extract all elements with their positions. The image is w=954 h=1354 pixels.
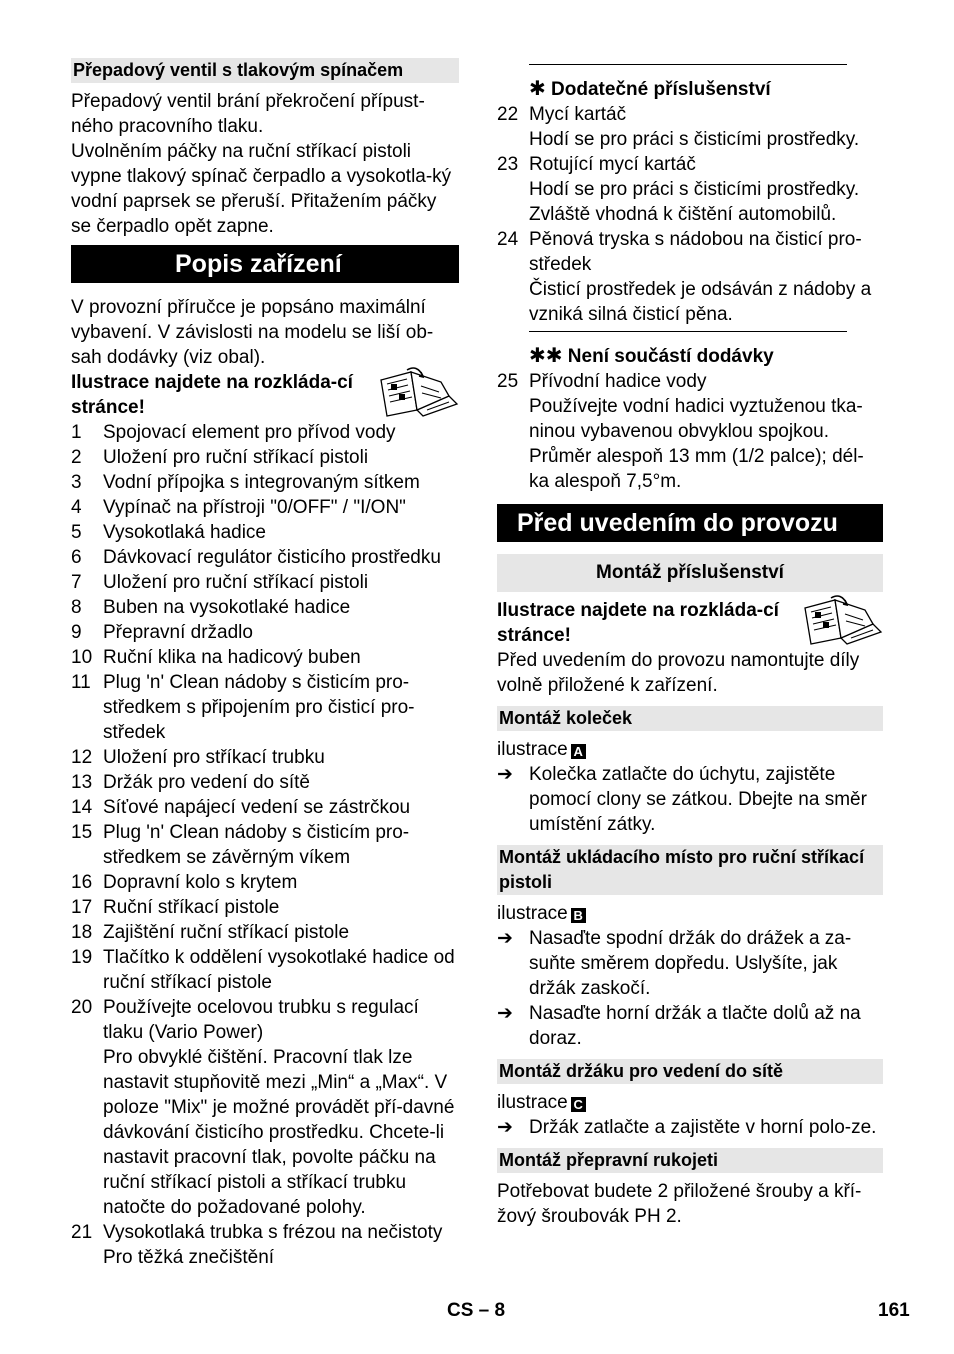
- figure-label-icon: A: [571, 744, 586, 759]
- list-item-detail: Pro obvyklé čištění. Pracovní tlak lze nastavit stupňovitě mezi „Min“ a „Max“. V poloze "Mix" je možné provádět pří-davné dávkování čisticího prostředku. Chcete-li nastavit pracovní tlak, povolte páčku na ruční stříkací pistoli a stříkací trubku natočte do požadované polohy.: [103, 1047, 455, 1218]
- list-item: 8 Buben na vysokotlaké hadice: [71, 597, 351, 618]
- list-item: 2 Uložení pro ruční stříkací pistoli: [71, 447, 369, 468]
- arrow-right-icon: ➔: [497, 1003, 513, 1024]
- list-item: 13 Držák pro vedení do sítě: [71, 772, 310, 793]
- list-item: 1 Spojovací element pro přívod vody: [71, 422, 396, 443]
- separator-line: [529, 64, 847, 65]
- page-number: 161: [878, 1300, 910, 1321]
- accessories-heading: ✱ Dodatečné příslušenství: [529, 78, 771, 100]
- paragraph: Přepadový ventil brání překročení přípust-ného pracovního tlaku.: [71, 91, 425, 137]
- foldout-book-icon: [801, 594, 883, 646]
- section-heading-cable-holder: Montáž držáku pro vedení do sítě: [497, 1059, 883, 1084]
- not-included-heading: ✱✱ Není součástí dodávky: [529, 345, 774, 367]
- paragraph: Potřebovat budete 2 přiložené šrouby a kří-žový šroubovák PH 2.: [497, 1181, 862, 1227]
- list-item: 5 Vysokotlaká hadice: [71, 522, 267, 543]
- list-item: 7 Uložení pro ruční stříkací pistoli: [71, 572, 369, 593]
- arrow-right-icon: ➔: [497, 764, 513, 785]
- illustration-ref: ilustrace C: [497, 1090, 883, 1115]
- list-item: 19 Tlačítko k oddělení vysokotlaké hadice od ruční stříkací pistole: [71, 947, 455, 993]
- instruction-step: ➔ Kolečka zatlačte do úchytu, zajistěte pomocí clony se zátkou. Dbejte na směr umístění zátky.: [497, 764, 867, 835]
- illustration-note: Ilustrace najdete na rozkláda-cí stránce!: [71, 372, 353, 418]
- figure-label-icon: B: [571, 908, 586, 923]
- instruction-step: ➔ Nasaďte spodní držák do drážek a za-suňte směrem dopředu. Uslyšíte, jak držák zaskočí.: [497, 928, 852, 999]
- heading-device-description: Popis zařízení: [71, 245, 459, 283]
- heading-before-operation: Před uvedením do provozu: [497, 504, 883, 542]
- list-item: 11 Plug 'n' Clean nádoby s čisticím pro-středkem s připojením pro čisticí pro-středek: [71, 672, 415, 743]
- arrow-right-icon: ➔: [497, 1117, 513, 1138]
- list-item: 10 Ruční klika na hadicový buben: [71, 647, 361, 668]
- instruction-step: ➔ Nasaďte horní držák a tlačte dolů až na doraz.: [497, 1003, 861, 1049]
- footer-language-page: CS – 8: [447, 1300, 506, 1321]
- list-item: 24 Pěnová tryska s nádobou na čisticí pro-středek Čisticí prostředek je odsáván z nádoby a vzniká silná čisticí pěna.: [497, 229, 872, 325]
- left-column: [71, 58, 459, 1270]
- list-item: 4 Vypínač na přístroji "0/OFF" / "I/ON": [71, 497, 406, 518]
- list-item: 18 Zajištění ruční stříkací pistole: [71, 922, 350, 943]
- illustration-ref: ilustrace A: [497, 737, 883, 762]
- paragraph: Uvolněním páčky na ruční stříkací pistoli vypne tlakový spínač čerpadlo a vysokotla-ký vodní paprsek se přeruší. Přitažením páčky se čerpadlo opět zapne.: [71, 141, 452, 237]
- foldout-book-icon: [377, 366, 459, 418]
- list-item-detail: Pro těžká znečištění: [103, 1247, 275, 1268]
- section-heading-transport-handle: Montáž přepravní rukojeti: [497, 1148, 883, 1173]
- paragraph: Před uvedením do provozu namontujte díly volně přiložené k zařízení.: [497, 650, 860, 696]
- illustration-note: Ilustrace najdete na rozkláda-cí stránce!: [497, 600, 779, 646]
- illustration-note-row: [497, 598, 883, 648]
- parts-list: [71, 420, 459, 1270]
- right-column: [497, 58, 883, 1229]
- section-heading-accessory-assembly: Montáž příslušenství: [497, 554, 883, 592]
- list-item: 17 Ruční stříkací pistole: [71, 897, 280, 918]
- not-included-list: [497, 369, 883, 494]
- list-item: 23 Rotující mycí kartáč Hodí se pro práci s čisticími prostředky. Zvláště vhodná k čištění automobilů.: [497, 154, 860, 225]
- list-item: 3 Vodní přípojka s integrovaným sítkem: [71, 472, 420, 493]
- list-item: 20 Používejte ocelovou trubku s regulací tlaku (Vario Power) Pro obvyklé čištění. Pracovní tlak lze nastavit stupňovitě mezi „Min“ a „Max“. V poloze "Mix" je možné provádět pří-davné dávkování čisticího prostředku. Chcete-li nastavit pracovní tlak, povolte páčku na ruční stříkací pistoli a stříkací trubku natočte do požadované polohy.: [71, 997, 455, 1218]
- asterisk-icon: ✱: [529, 78, 546, 100]
- section-heading-wheels: Montáž koleček: [497, 706, 883, 731]
- list-item: 12 Uložení pro stříkací trubku: [71, 747, 325, 768]
- double-asterisk-icon: ✱✱: [529, 345, 563, 367]
- list-item: 21 Vysokotlaká trubka s frézou na nečistoty Pro těžká znečištění: [71, 1222, 443, 1268]
- list-item: 15 Plug 'n' Clean nádoby s čisticím pro-středkem se závěrným víkem: [71, 822, 410, 868]
- paragraph: V provozní příručce je popsáno maximální vybavení. V závislosti na modelu se liší ob-sah dodávky (viz obal).: [71, 297, 434, 368]
- list-item: 6 Dávkovací regulátor čisticího prostředku: [71, 547, 441, 568]
- list-item: 25 Přívodní hadice vody Používejte vodní hadici vyztuženou tka-ninou vybavenou obvyklou spojkou. Průměr alespoň 13 mm (1/2 palce); dél-ka alespoň 7,5°m.: [497, 371, 864, 492]
- list-item: 16 Dopravní kolo s krytem: [71, 872, 298, 893]
- section-heading-overflow-valve: Přepadový ventil s tlakovým spínačem: [71, 58, 459, 83]
- accessories-list: [497, 102, 883, 327]
- illustration-ref: ilustrace B: [497, 901, 883, 926]
- list-item: 14 Síťové napájecí vedení se zástrčkou: [71, 797, 411, 818]
- list-item: 22 Mycí kartáč Hodí se pro práci s čisticími prostředky.: [497, 104, 860, 150]
- section-heading-gun-holder: Montáž ukládacího místo pro ruční stříkací pistoli: [497, 845, 883, 895]
- separator-line: [529, 331, 847, 332]
- figure-label-icon: C: [571, 1097, 586, 1112]
- instruction-step: ➔ Držák zatlačte a zajistěte v horní polo-ze.: [497, 1117, 877, 1138]
- list-item: 9 Přepravní držadlo: [71, 622, 253, 643]
- arrow-right-icon: ➔: [497, 928, 513, 949]
- illustration-note-row: [71, 370, 459, 420]
